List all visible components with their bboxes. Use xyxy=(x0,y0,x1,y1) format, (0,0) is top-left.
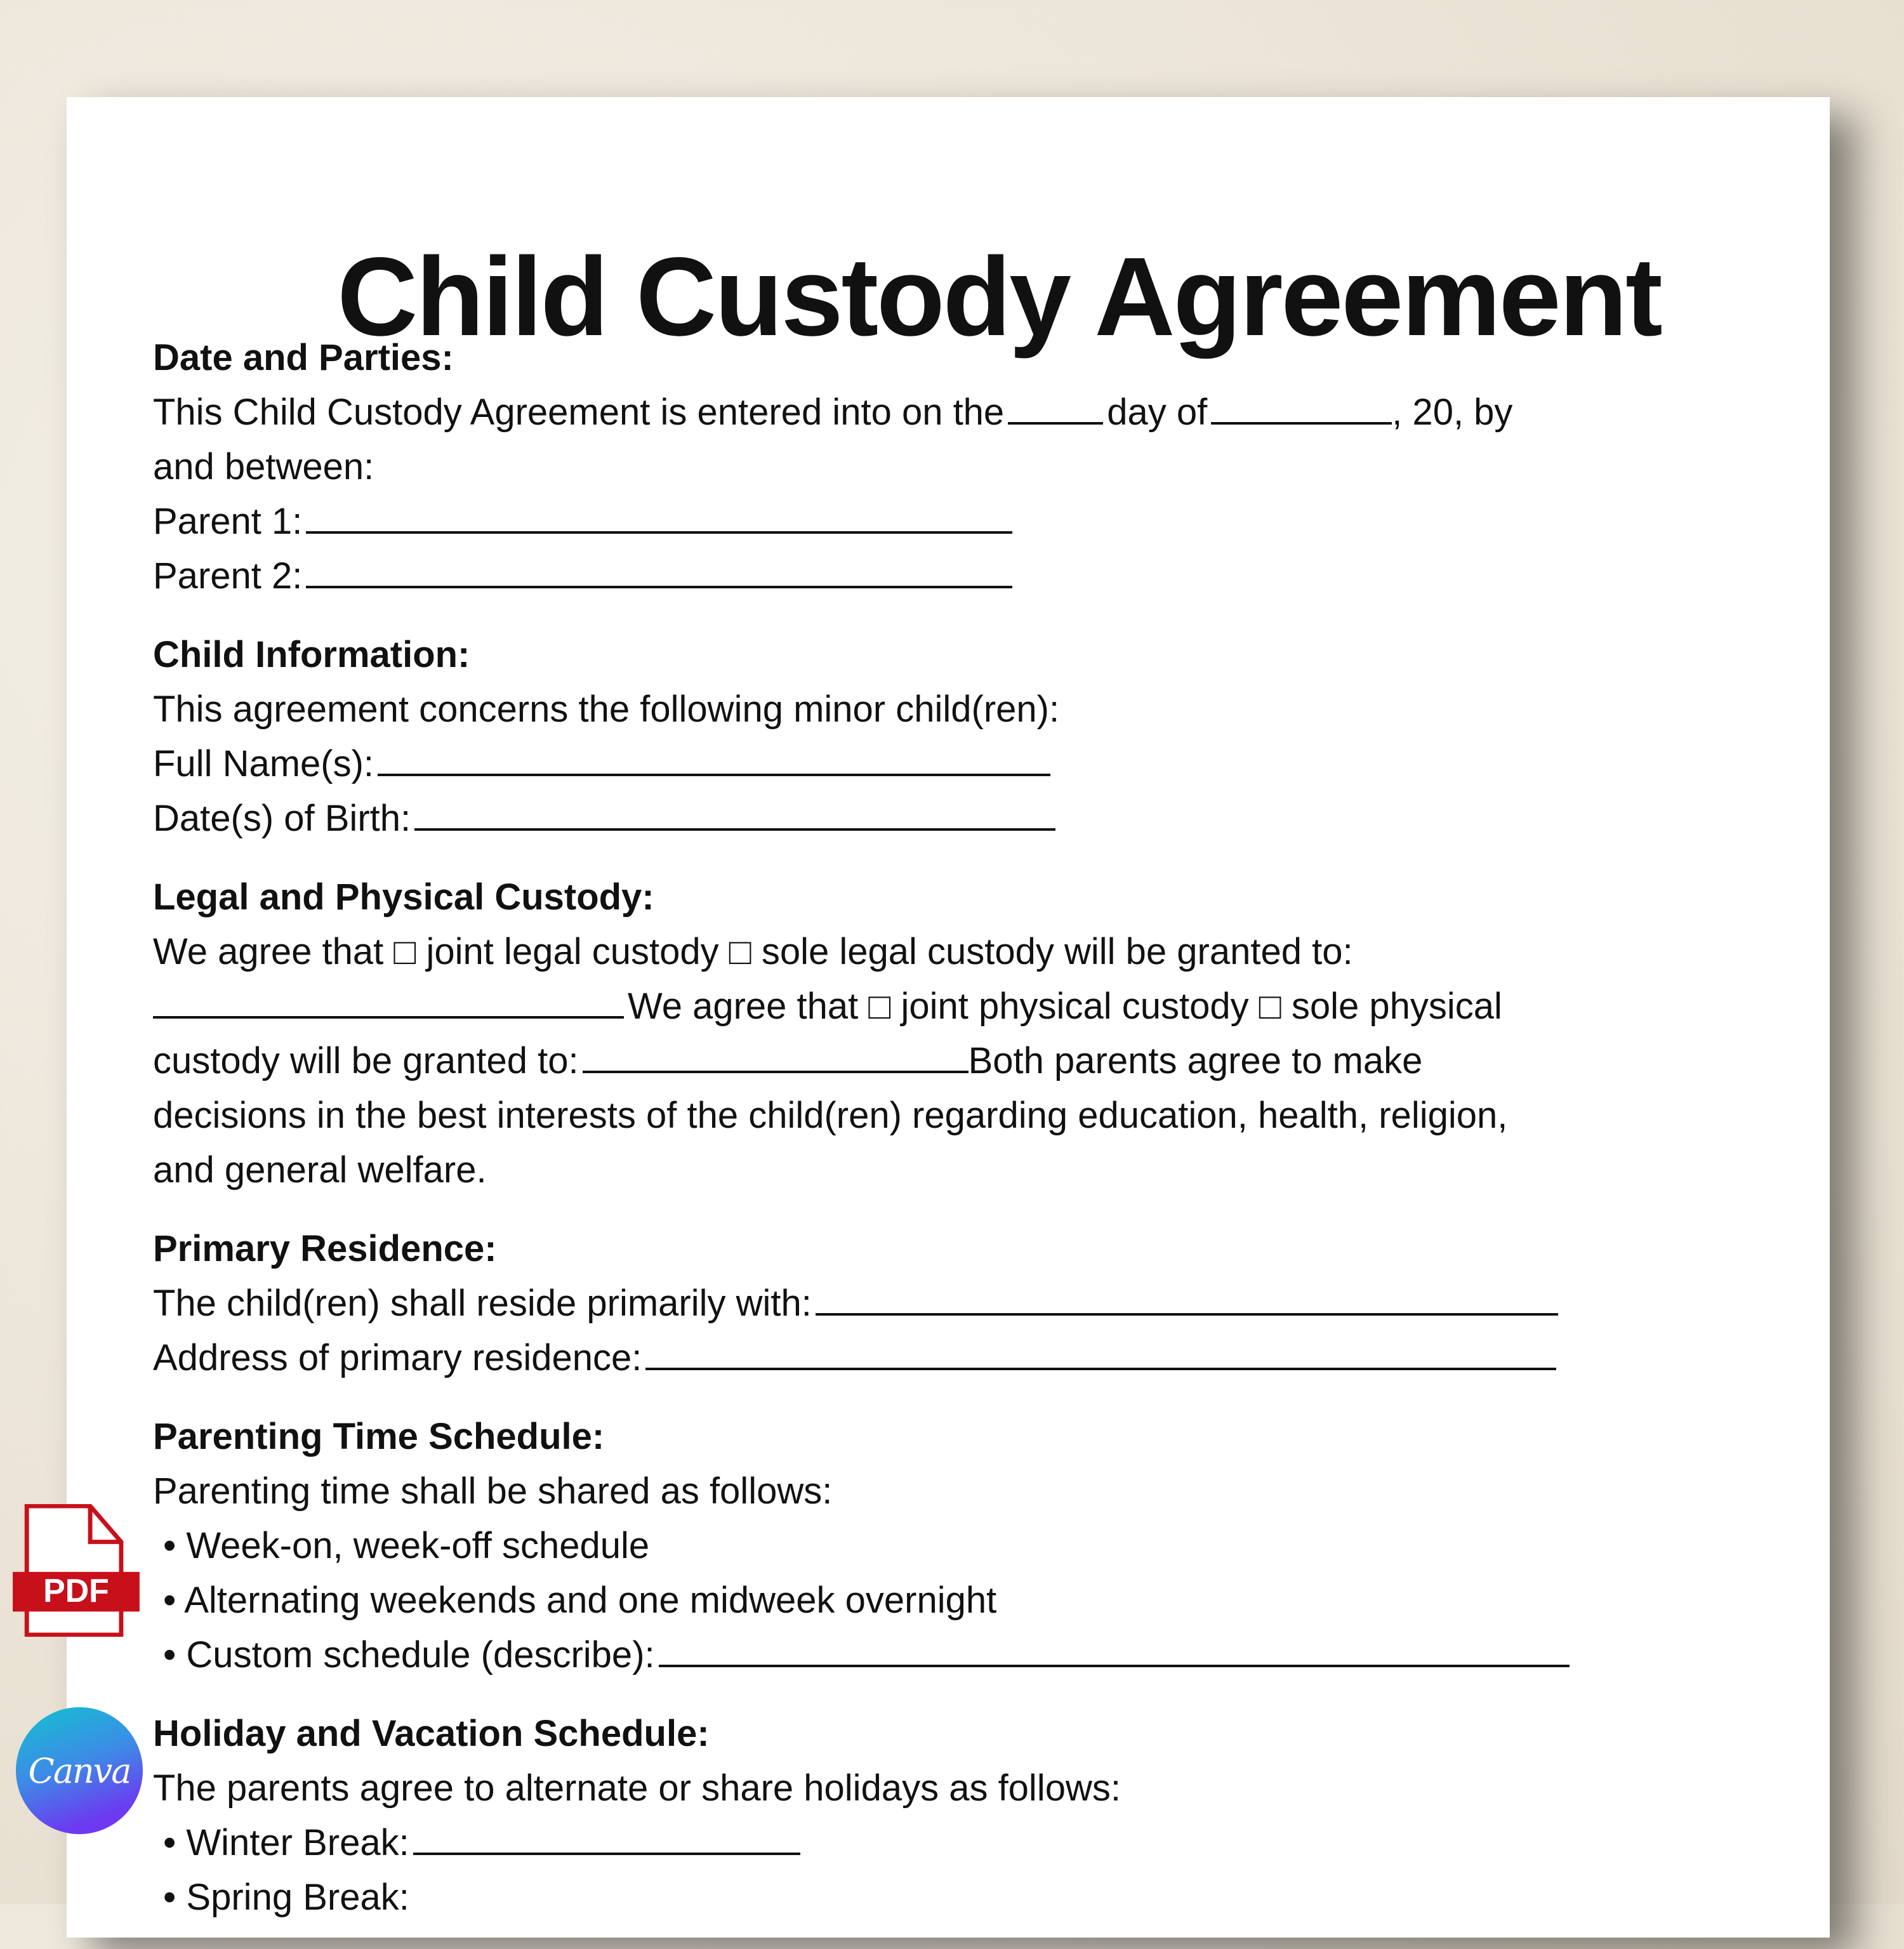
list-item: • Custom schedule (describe): xyxy=(153,1628,1803,1682)
text: , 20, by xyxy=(1392,392,1513,433)
text: day of xyxy=(1107,392,1208,433)
parent-1-blank[interactable] xyxy=(306,498,1012,534)
text: We agree that □ joint legal custody □ sole legal custody will be granted to: xyxy=(153,931,1353,972)
text: and between: xyxy=(153,446,374,487)
legal-custody-blank[interactable] xyxy=(153,983,624,1019)
dob-blank[interactable] xyxy=(414,795,1055,831)
section-holiday xyxy=(153,1707,1803,1925)
canva-label: Canva xyxy=(28,1750,131,1791)
document-page xyxy=(67,97,1830,1938)
section-heading: Holiday and Vacation Schedule: xyxy=(153,1713,710,1754)
label: Address of primary residence: xyxy=(153,1337,642,1378)
section-parenting-time xyxy=(153,1410,1803,1682)
label: Parent 1: xyxy=(153,501,303,542)
section-heading: Legal and Physical Custody: xyxy=(153,876,654,918)
text: custody will be granted to: xyxy=(153,1040,579,1081)
text: This Child Custody Agreement is entered into on the xyxy=(153,392,1005,433)
list-item: • Winter Break: xyxy=(153,1816,1803,1870)
section-heading: Child Information: xyxy=(153,634,470,675)
reside-with-blank[interactable] xyxy=(816,1280,1558,1316)
text: Parenting time shall be shared as follows: xyxy=(153,1470,833,1512)
physical-custody-blank[interactable] xyxy=(583,1038,969,1073)
text: The parents agree to alternate or share holidays as follows: xyxy=(153,1767,1121,1809)
month-blank[interactable] xyxy=(1211,389,1392,425)
winter-break-blank[interactable] xyxy=(413,1820,800,1855)
full-names-blank[interactable] xyxy=(378,741,1050,776)
section-custody xyxy=(153,870,1803,1198)
list-item: • Spring Break: xyxy=(163,1877,409,1918)
label: Parent 2: xyxy=(153,555,303,597)
section-primary-residence xyxy=(153,1222,1803,1385)
section-heading: Primary Residence: xyxy=(153,1228,497,1269)
document-title: Child Custody Agreement xyxy=(337,235,1661,359)
text: We agree that □ joint physical custody □ sole physical xyxy=(628,986,1502,1027)
section-child-information xyxy=(153,628,1803,846)
text: decisions in the best interests of the child(ren) regarding education, health, religion, xyxy=(153,1095,1508,1136)
pdf-file-icon xyxy=(13,1504,140,1637)
canva-logo xyxy=(16,1707,143,1834)
parent-2-blank[interactable] xyxy=(306,553,1012,588)
pdf-label: PDF xyxy=(43,1572,109,1609)
text: and general welfare. xyxy=(153,1149,487,1191)
section-date-parties xyxy=(153,331,1803,604)
text: This agreement concerns the following minor child(ren): xyxy=(153,689,1060,730)
text: Both parents agree to make xyxy=(968,1040,1423,1081)
label: Date(s) of Birth: xyxy=(153,798,411,839)
list-item: • Alternating weekends and one midweek overnight xyxy=(163,1580,997,1621)
label: The child(ren) shall reside primarily with: xyxy=(153,1283,812,1324)
day-blank[interactable] xyxy=(1008,389,1103,425)
list-item: • Week-on, week-off schedule xyxy=(163,1525,650,1566)
document-body xyxy=(153,331,1803,1949)
label: Full Name(s): xyxy=(153,743,374,784)
custom-schedule-blank[interactable] xyxy=(659,1632,1570,1667)
address-blank[interactable] xyxy=(645,1335,1556,1370)
section-heading: Date and Parties: xyxy=(153,337,454,378)
section-heading: Parenting Time Schedule: xyxy=(153,1416,605,1457)
